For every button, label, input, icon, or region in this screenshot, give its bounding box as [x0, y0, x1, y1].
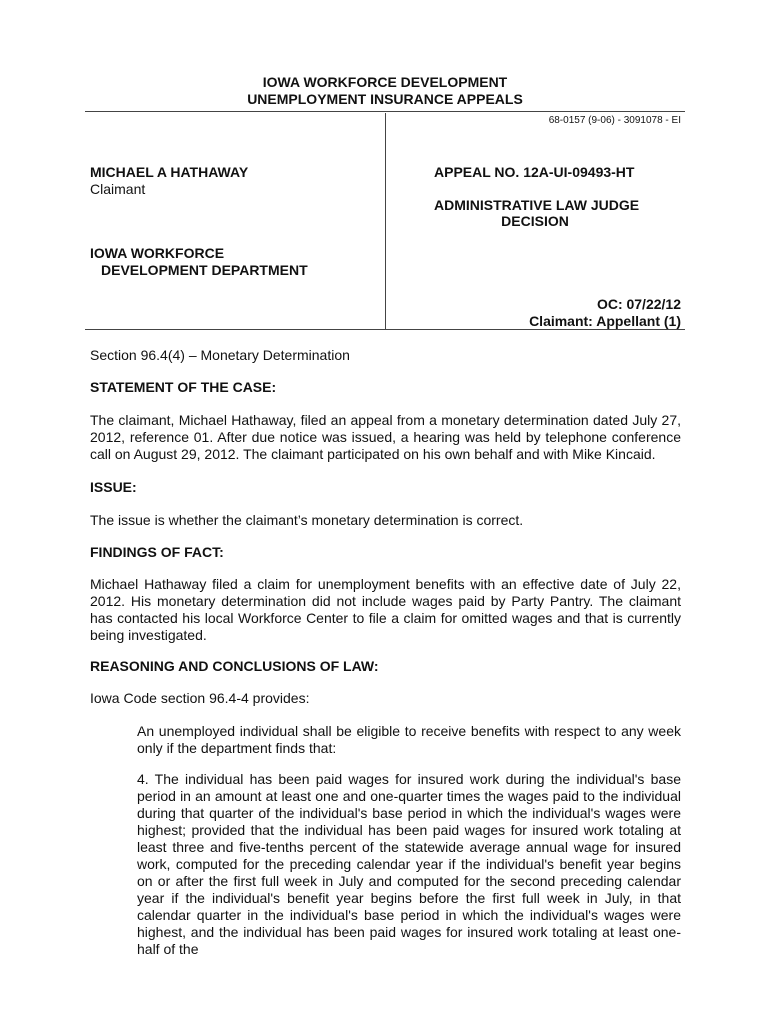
findings-heading: FINDINGS OF FACT:	[90, 544, 224, 560]
agency-subtitle: UNEMPLOYMENT INSURANCE APPEALS	[247, 91, 523, 107]
oc-date: OC: 07/22/12	[596, 296, 681, 312]
statement-heading: STATEMENT OF THE CASE:	[90, 379, 277, 395]
claimant-name: MICHAEL A HATHAWAY	[90, 164, 249, 180]
code-quote-intro: An unemployed individual shall be eligible to receive benefits with respect to any week only if the department finds that:	[137, 723, 681, 756]
decision-title-line1: ADMINISTRATIVE LAW JUDGE	[434, 197, 640, 213]
claimant-label: Claimant	[90, 181, 146, 197]
top-divider	[85, 111, 685, 112]
decision-title-line2: DECISION	[501, 213, 569, 229]
section-line: Section 96.4(4) – Monetary Determination	[90, 347, 350, 363]
employer-name-line1: IOWA WORKFORCE	[90, 245, 225, 261]
agency-title: IOWA WORKFORCE DEVELOPMENT	[262, 74, 508, 90]
employer-name-line2: DEVELOPMENT DEPARTMENT	[101, 262, 308, 278]
statement-text: The claimant, Michael Hathaway, filed an appeal from a monetary determination dated July 27, 2012, reference 01. After due notice was issued, a hearing was held by telephone conference call on August 29, 2012. The claimant participated on his own behalf and with Mike Kincaid.	[90, 412, 681, 462]
findings-text: Michael Hathaway filed a claim for unemployment benefits with an effective date of July 22, 2012. His monetary determination did not include wages paid by Party Pantry. The claimant has contacted his local Workforce Center to file a claim for omitted wages and that is currently being investigated.	[90, 576, 681, 643]
form-reference: 68-0157 (9-06) - 3091078 - EI	[548, 115, 681, 126]
code-quote-paragraph: 4. The individual has been paid wages for insured work during the individual's base period in an amount at least one and one-quarter times the wages paid to the individual during that quarter of the individual's base period in which the individual's wages were highest; provided that the individual has been paid wages for insured work totaling at least three and five-tenths percent of the statewide average annual wage for insured work, computed for the preceding calendar year if the individual's benefit year begins on or after the first full week in July and computed for the second preceding calendar year if the individual's benefit year begins before the first full week in July, in that calendar quarter in the individual's base period in which the individual's wages were highest, and the individual has been paid wages for insured work totaling at least one-half of the	[137, 771, 681, 957]
reasoning-heading: REASONING AND CONCLUSIONS OF LAW:	[90, 658, 379, 674]
code-intro: Iowa Code section 96.4-4 provides:	[90, 690, 310, 706]
issue-heading: ISSUE:	[90, 479, 137, 495]
appeal-number: APPEAL NO. 12A-UI-09493-HT	[434, 164, 635, 180]
claimant-status: Claimant: Appellant (1)	[529, 313, 681, 329]
issue-text: The issue is whether the claimant’s monetary determination is correct.	[90, 512, 524, 528]
center-divider	[385, 113, 386, 329]
